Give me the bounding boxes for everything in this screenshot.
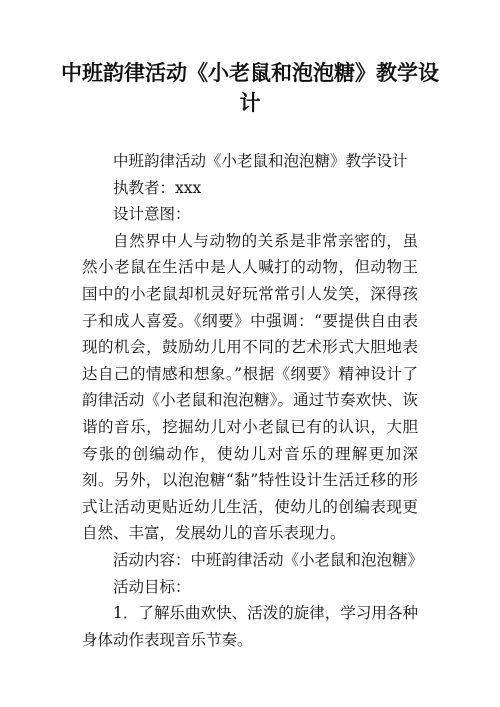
paragraph-author: 执教者：xxx [113, 178, 202, 197]
document-body [82, 148, 424, 653]
paragraph-design-intent-label: 设计意图： [113, 205, 191, 224]
paragraph-design-intent-text: 自然界中人与动物的关系是非常亲密的，虽然小老鼠在生活中是人人喊打的动物，但动物王国中的小老鼠却机灵好玩常常引人发笑，深得孩子和成人喜爱。《纲要》中强调：“要提供自由表现的机会，鼓励幼儿用不同的艺术形式大胆地表达自己的情感和想象。”根据《纲要》精神设计了韵律活动《小老鼠和泡泡糖》。通过节奏欢快、诙谐的音乐，挖掘幼儿对小老鼠已有的认识，大胆夸张的创编动作，使幼儿对音乐的理解更加深刻。另外，以泡泡糖“黏”特性设计生活迁移的形式让活动更贴近幼儿生活，使幼儿的创编表现更自然、丰富，发展幼儿的音乐表现力。 [82, 231, 418, 543]
paragraph-goal-1: 1．了解乐曲欢快、活泼的旋律，学习用各种身体动作表现音乐节奏。 [82, 604, 418, 649]
paragraph-activity-content: 活动内容：中班韵律活动《小老鼠和泡泡糖》 [113, 550, 424, 569]
paragraph-heading-repeat: 中班韵律活动《小老鼠和泡泡糖》教学设计 [113, 152, 408, 170]
document-title: 中班韵律活动《小老鼠和泡泡糖》教学设计 [61, 61, 439, 115]
paragraph-activity-goals-label: 活动目标： [113, 577, 191, 596]
